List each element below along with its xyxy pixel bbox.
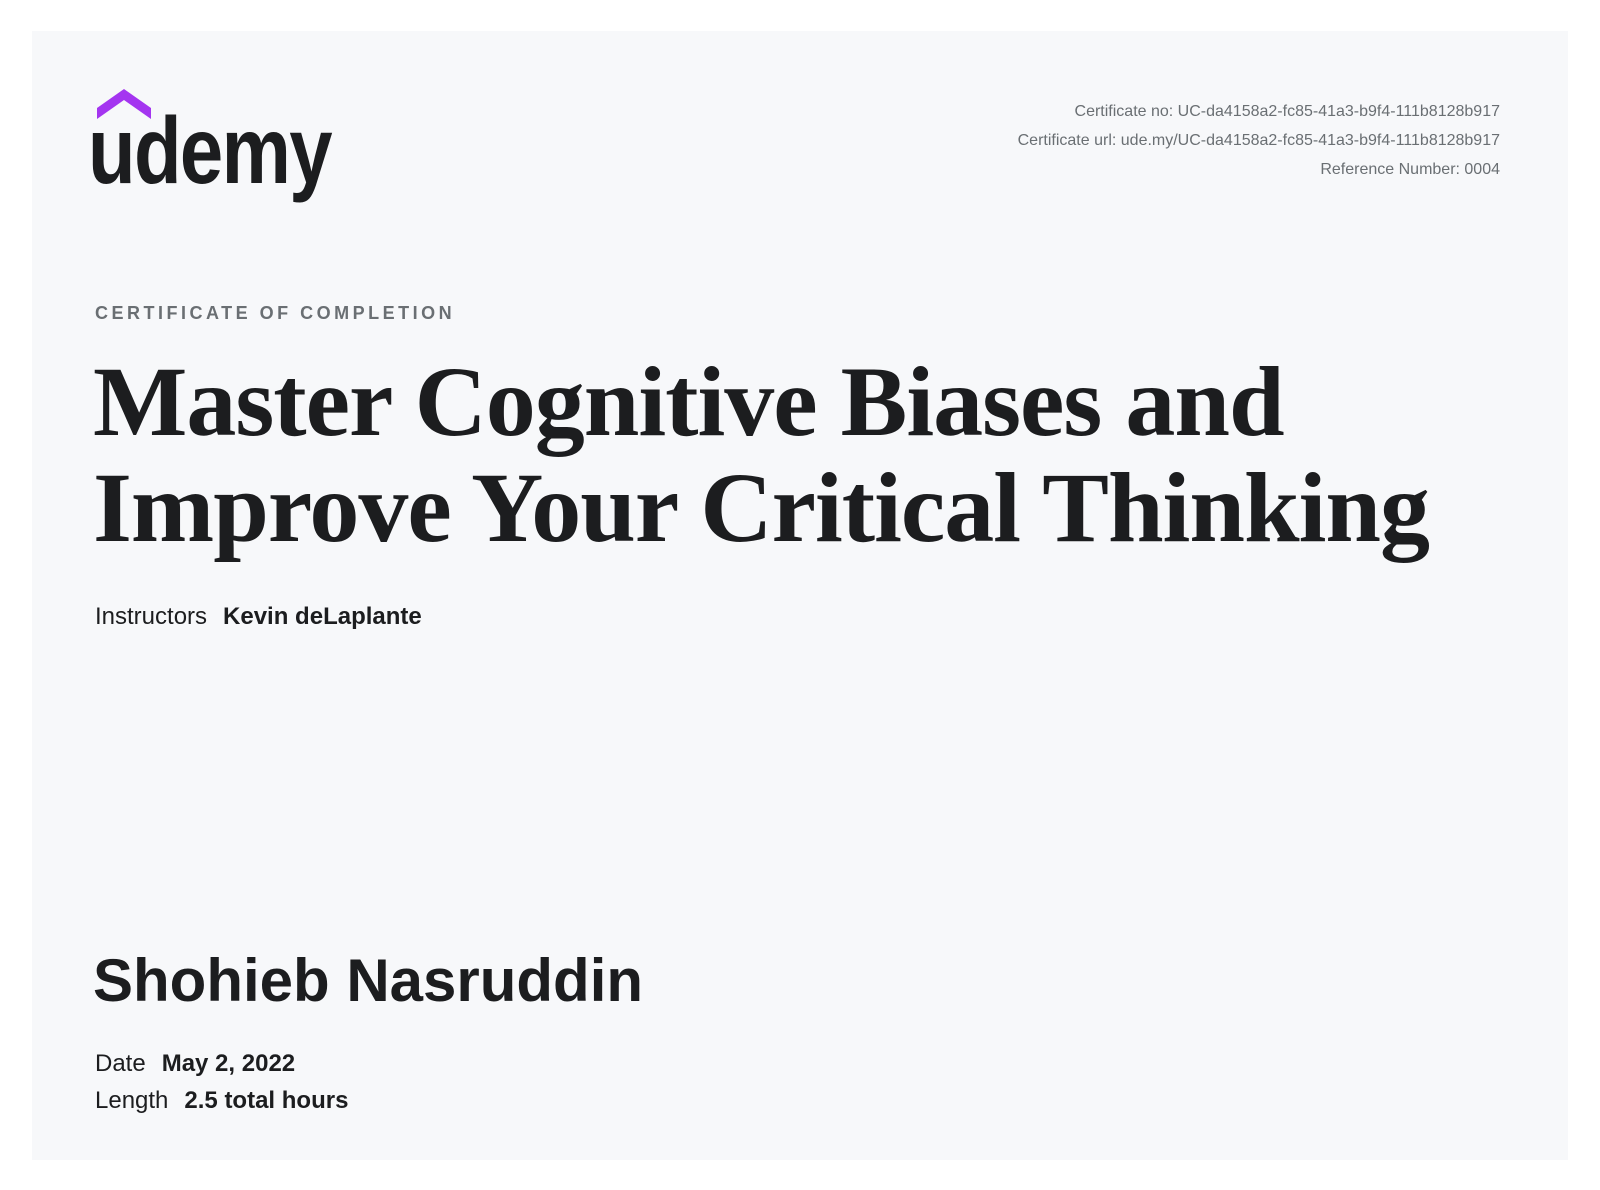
length-value: 2.5 total hours	[184, 1087, 349, 1114]
certificate-panel	[32, 31, 1568, 1160]
course-title	[93, 346, 1429, 563]
instructors-label: Instructors	[95, 603, 208, 630]
reference-number: Reference Number: 0004	[1320, 161, 1500, 178]
date-label: Date	[95, 1050, 146, 1077]
length-label: Length	[95, 1087, 169, 1114]
certificate-number: Certificate no: UC-da4158a2-fc85-41a3-b9f4-111b8128b917	[1074, 103, 1500, 120]
udemy-wordmark: udemy	[88, 98, 331, 204]
instructor-name: Kevin deLaplante	[223, 603, 422, 630]
course-title-line-1: Master Cognitive Biases and	[93, 346, 1284, 457]
recipient-name: Shohieb Nasruddin	[93, 947, 644, 1014]
date-value: May 2, 2022	[161, 1050, 296, 1077]
date-row	[95, 1045, 348, 1082]
length-row	[95, 1082, 348, 1119]
course-details	[95, 1045, 348, 1119]
certificate-of-completion-label: CERTIFICATE OF COMPLETION	[95, 303, 456, 323]
certificate-url: Certificate url: ude.my/UC-da4158a2-fc85-41a3-b9f4-111b8128b917	[1017, 132, 1500, 149]
certificate-meta	[1018, 97, 1500, 184]
course-title-line-2: Improve Your Critical Thinking	[93, 452, 1429, 563]
instructors-row	[95, 605, 422, 629]
